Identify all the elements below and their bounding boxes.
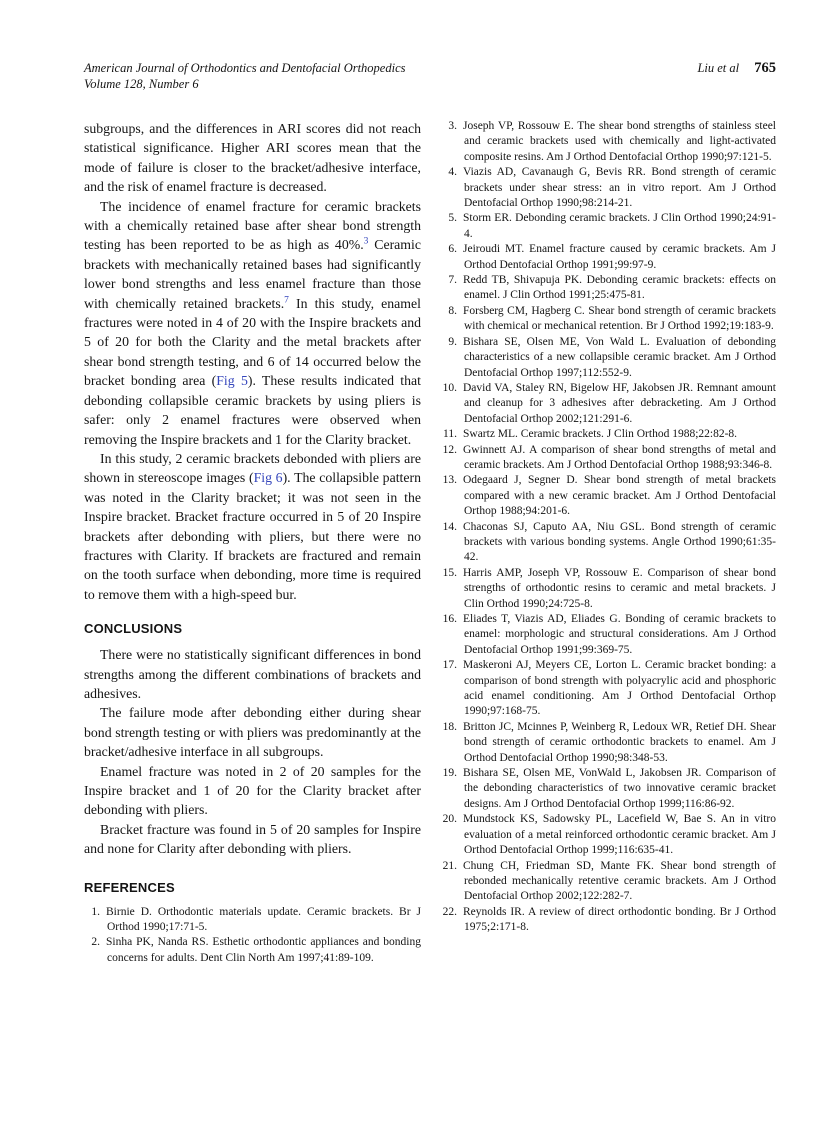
- references-list-right: [441, 119, 776, 936]
- reference-text: Odegaard J, Segner D. Shear bond strength of metal brackets compared with a new ceramic bracket. Am J Orthod Dentofacial Orthop 1988;94:201-6.: [463, 474, 776, 518]
- reference-text: Gwinnett AJ. A comparison of shear bond strengths of metal and ceramic brackets. Am J Orthod Dentofacial Orthop 1988;93:346-8.: [463, 443, 776, 471]
- reference-number: 2.: [91, 936, 100, 949]
- reference-number: 14.: [442, 520, 457, 533]
- reference-text: David VA, Staley RN, Bigelow HF, Jakobsen JR. Remnant amount and cleanup for 3 adhesives after debracketing. Am J Orthod Dentofacial Orthop 2002;121:291-6.: [463, 381, 776, 425]
- reference-item: [441, 381, 776, 427]
- reference-number: 22.: [442, 905, 457, 918]
- citation-superscript-link[interactable]: 7: [284, 295, 289, 306]
- reference-text: Joseph VP, Rossouw E. The shear bond strengths of stainless steel and ceramic brackets used with chemically and light-activated composite resins. Am J Orthod Dentofacial Orthop 1990;97:121-5.: [463, 120, 776, 163]
- reference-number: 21.: [442, 859, 457, 872]
- left-column: [84, 119, 421, 966]
- text-run: Ceramic brackets with mechanically retained bases had significantly lower bond strengths and less enamel fracture than those with chemically retained brackets.: [84, 237, 421, 311]
- reference-number: 10.: [442, 381, 457, 394]
- reference-text: Chung CH, Friedman SD, Mante FK. Shear bond strength of rebonded mechanically retentive ceramic brackets. Am J Orthod Dentofacial Orthop 2002;122:282-7.: [463, 859, 776, 903]
- reference-text: Eliades T, Viazis AD, Eliades G. Bonding of ceramic brackets to enamel: morphologic and structural considerations. Am J Orthod Dentofacial Orthop 1991;99:369-75.: [463, 613, 776, 656]
- reference-text: Storm ER. Debonding ceramic brackets. J Clin Orthod 1990;24:91-4.: [463, 212, 776, 240]
- citation-superscript-link[interactable]: 3: [363, 236, 369, 247]
- text-run: The failure mode after debonding either during shear bond strength testing or with pliers was predominantly at the bracket/adhesive interface in all subgroups.: [84, 705, 421, 760]
- reference-number: 15.: [442, 566, 457, 579]
- journal-info: [84, 60, 406, 92]
- reference-item: [84, 905, 421, 936]
- reference-number: 1.: [91, 905, 100, 918]
- reference-text: Britton JC, Mcinnes P, Weinberg R, Ledoux WR, Retief DH. Shear bond strength of ceramic orthodontic brackets to enamel. Am J Orthod Dentofacial Orthop 1990;98:348-53.: [463, 720, 776, 764]
- reference-text: Jeiroudi MT. Enamel fracture caused by ceramic brackets. Am J Orthod Dentofacial Orthop 1991;99:97-9.: [463, 243, 776, 271]
- two-column-layout: [84, 119, 776, 966]
- reference-item: [441, 242, 776, 273]
- reference-number: 13.: [442, 474, 457, 487]
- reference-item: [441, 119, 776, 165]
- reference-number: 19.: [442, 767, 457, 780]
- reference-item: [441, 165, 776, 211]
- reference-item: [441, 566, 776, 612]
- figure-link[interactable]: Fig 5: [216, 373, 248, 389]
- reference-number: 8.: [448, 304, 457, 317]
- reference-item: [441, 859, 776, 905]
- reference-number: 18.: [442, 720, 457, 733]
- reference-item: [441, 658, 776, 720]
- reference-number: 20.: [442, 813, 457, 826]
- reference-item: [441, 211, 776, 242]
- reference-item: [441, 335, 776, 381]
- reference-item: [441, 812, 776, 858]
- right-column: [441, 119, 776, 966]
- reference-text: Bishara SE, Olsen ME, Von Wald L. Evaluation of debonding characteristics of a new collapsible ceramic bracket. Am J Orthod Dentofacial Orthop 1997;112:552-9.: [463, 335, 776, 379]
- body-paragraph: [84, 645, 421, 703]
- body-paragraph: [84, 119, 421, 197]
- body-paragraph: [84, 197, 421, 449]
- conclusions-paragraphs: [84, 645, 421, 858]
- text-run: Enamel fracture was noted in 2 of 20 samples for the Inspire bracket and 1 of 20 for the Clarity bracket after debonding with pliers.: [84, 763, 421, 818]
- reference-item: [441, 612, 776, 658]
- reference-number: 3.: [448, 120, 457, 132]
- reference-text: Maskeroni AJ, Meyers CE, Lorton L. Ceramic bracket bonding: a comparison of bond strength with polyacrylic acid and phosphoric acid enamel conditioning. Am J Orthod Dentofacial Orthop 1990;97:168-75.: [463, 659, 776, 718]
- reference-item: [441, 427, 776, 442]
- text-run: ). The collapsible pattern was noted in the Clarity bracket; it was not seen in the Inspire bracket. Bracket fracture occurred in 5 of 20 Inspire brackets after debonding with pliers, but there were no fractures with Clarity. If brackets are fractured and remain on the tooth surface when debonding, more time is required to remove them with a high-speed bur.: [84, 470, 421, 602]
- reference-text: Birnie D. Orthodontic materials update. Ceramic brackets. Br J Orthod 1990;17:71-5.: [106, 905, 421, 934]
- reference-item: [441, 720, 776, 766]
- reference-number: 6.: [448, 243, 457, 256]
- reference-text: Bishara SE, Olsen ME, VonWald L, Jakobsen JR. Comparison of the debonding characteristics of two innovative ceramic bracket designs. Am J Orthod Dentofacial Orthop 1999;116:86-92.: [463, 767, 776, 810]
- figure-link[interactable]: Fig 6: [253, 470, 283, 486]
- reference-text: Harris AMP, Joseph VP, Rossouw E. Comparison of shear bond strengths of orthodontic resins to ceramic and metal brackets. J Clin Orthod 1990;24:725-8.: [463, 566, 776, 610]
- body-paragraph: [84, 449, 421, 604]
- journal-volume-line: Volume 128, Number 6: [84, 77, 199, 91]
- reference-number: 9.: [448, 335, 457, 348]
- running-head: [697, 60, 776, 76]
- text-run: ). These results indicated that debonding collapsible ceramic brackets by using pliers is safer: only 2 enamel fractures were observed when removing the Inspire brackets and 1 for the Clarity bracket.: [84, 373, 421, 447]
- reference-text: Reynolds IR. A review of direct orthodontic bonding. Br J Orthod 1975;2:171-8.: [463, 905, 776, 934]
- page-header: [84, 60, 776, 92]
- reference-text: Viazis AD, Cavanaugh G, Bevis RR. Bond strength of ceramic brackets under shear stress: an in vitro report. Am J Orthod Dentofacial Orthop 1990;98:214-21.: [463, 166, 776, 210]
- reference-item: [441, 443, 776, 474]
- conclusions-heading: CONCLUSIONS: [84, 621, 183, 637]
- reference-number: 11.: [443, 428, 457, 441]
- text-run: subgroups, and the differences in ARI scores did not reach statistical significance. Higher ARI scores mean that the mode of failure is closer to the bracket/adhesive interface, and the risk of enamel fracture is decreased.: [84, 121, 421, 195]
- reference-item: [441, 905, 776, 936]
- reference-number: 7.: [448, 274, 457, 287]
- reference-number: 16.: [442, 613, 457, 625]
- text-run: The incidence of enamel fracture for ceramic brackets with a chemically retained base after shear bond strength testing has been reported to be as high as 40%.: [84, 198, 421, 253]
- reference-number: 5.: [448, 212, 457, 225]
- reference-text: Redd TB, Shivapuja PK. Debonding ceramic brackets: effects on enamel. J Clin Orthod 1991;25:475-81.: [463, 274, 776, 302]
- page-number: 765: [754, 60, 776, 76]
- journal-title: American Journal of Orthodontics and Dentofacial Orthopedics: [84, 61, 406, 75]
- reference-text: Forsberg CM, Hagberg C. Shear bond strength of ceramic brackets with chemical or mechanical retention. Br J Orthod 1992;19:183-9.: [463, 304, 776, 333]
- running-head-authors: Liu et al: [697, 61, 740, 75]
- references-heading: REFERENCES: [84, 879, 175, 895]
- reference-item: [441, 766, 776, 812]
- reference-text: Mundstock KS, Sadowsky PL, Lacefield W, Bae S. An in vitro evaluation of a metal reinforced orthodontic ceramic bracket. Am J Orthod Dentofacial Orthop 1999;116:635-41.: [463, 813, 776, 857]
- body-paragraph: [84, 762, 421, 820]
- reference-item: [441, 520, 776, 566]
- reference-text: Swartz ML. Ceramic brackets. J Clin Orthod 1988;22:82-8.: [463, 428, 738, 441]
- reference-text: Sinha PK, Nanda RS. Esthetic orthodontic appliances and bonding concerns for adults. Dent Clin North Am 1997;41:89-109.: [106, 936, 421, 964]
- reference-item: [84, 935, 421, 966]
- text-run: Bracket fracture was found in 5 of 20 samples for Inspire and none for Clarity after debonding with pliers.: [84, 821, 421, 857]
- text-run: There were no statistically significant differences in bond strengths among the different combinations of brackets and adhesives.: [84, 647, 421, 701]
- reference-text: Chaconas SJ, Caputo AA, Niu GSL. Bond strength of ceramic brackets with various bonding systems. Angle Orthod 1990;61:35-42.: [463, 520, 776, 564]
- reference-number: 12.: [442, 443, 457, 456]
- references-list-left: [84, 905, 421, 967]
- discussion-paragraphs: [84, 119, 421, 604]
- reference-number: 17.: [442, 659, 457, 672]
- text-run: In this study, enamel fractures were noted in 4 of 20 with the Inspire brackets and 5 of 20 for both the Clarity and the metal brackets after shear bond strength testing, and 6 of 14 occurred below the bracket bonding area (: [84, 295, 421, 389]
- body-paragraph: [84, 703, 421, 761]
- reference-item: [441, 304, 776, 335]
- text-run: In this study, 2 ceramic brackets debonded with pliers are shown in stereoscope images (: [84, 450, 421, 486]
- reference-item: [441, 273, 776, 304]
- body-paragraph: [84, 820, 421, 859]
- reference-item: [441, 473, 776, 519]
- reference-number: 4.: [448, 166, 457, 179]
